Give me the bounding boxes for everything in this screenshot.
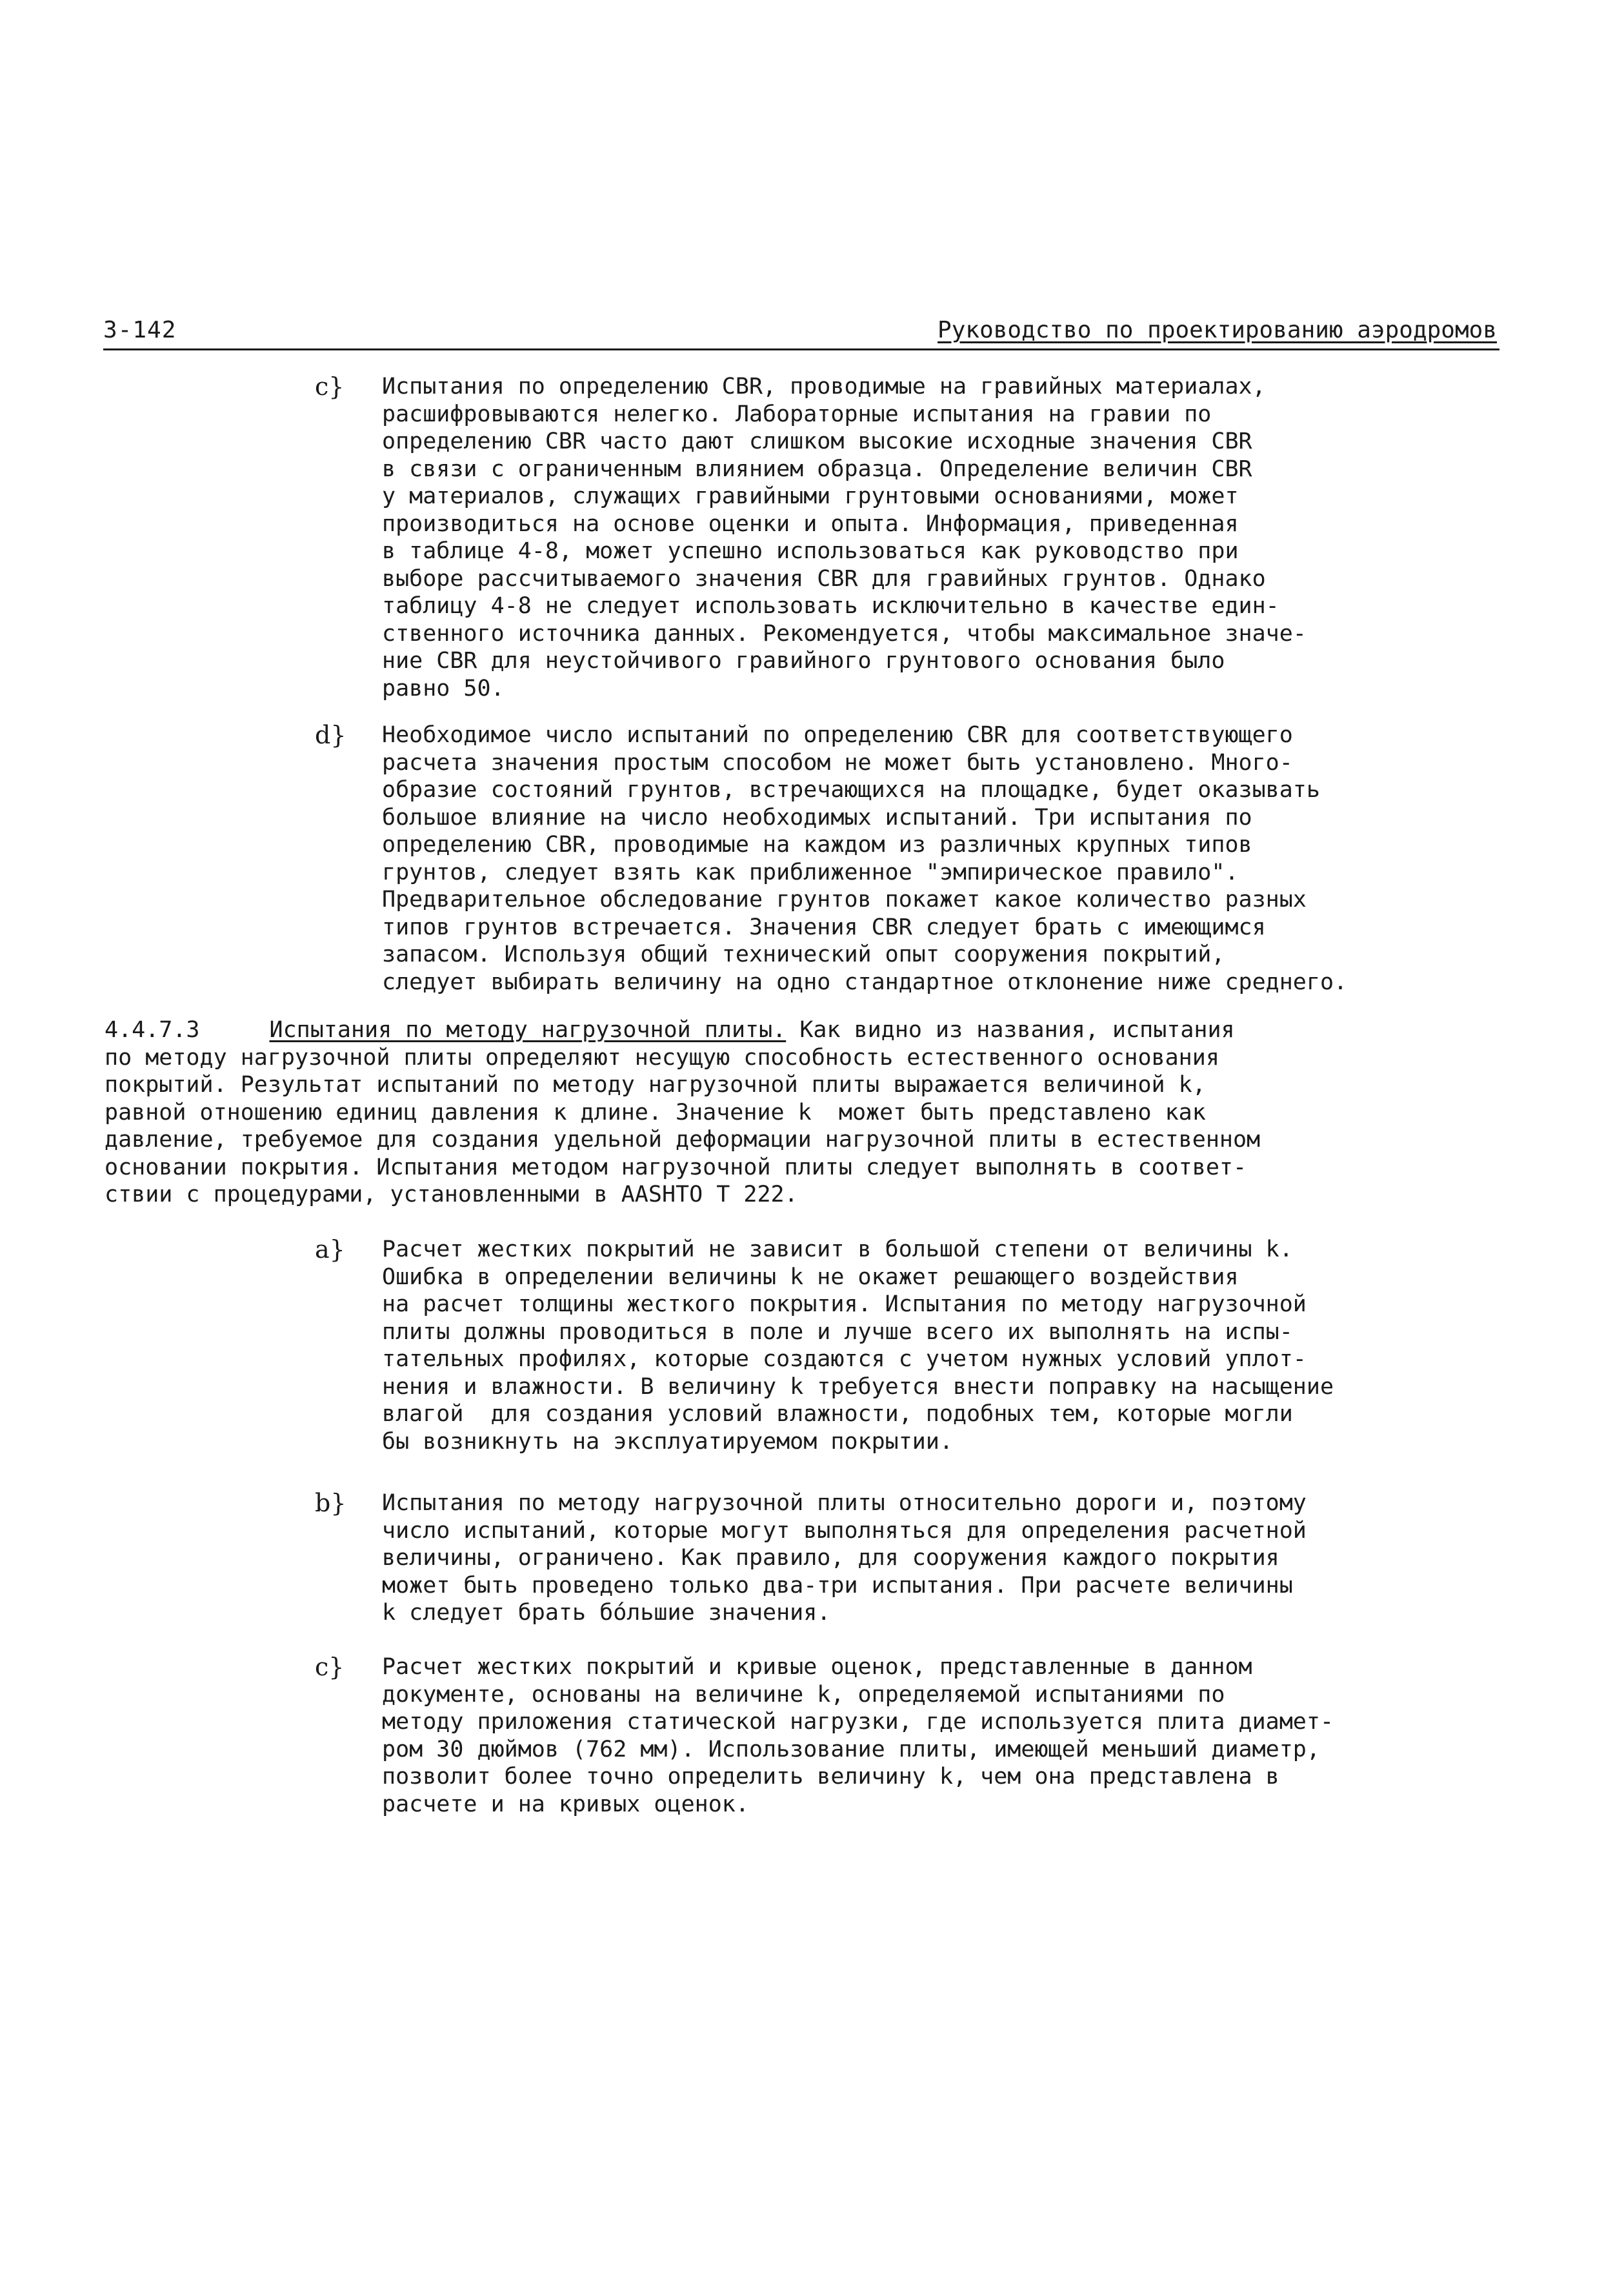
page-number: 3-142 [103, 317, 177, 343]
header-rule [103, 348, 1499, 350]
paragraph-item-d: Необходимое число испытаний по определению CBR для соответствующего расчета значения простым способом не может быть установлено. Много- образие состояний грунтов, встречающихся на площадке, будет оказывать большое влияние на число необходимых испытаний. Три испытания по определению CBR, проводимые на каждом из различных крупных типов грунтов, следует взять как приближенное "эмпирическое правило". Предварительное обследование грунтов покажет какое количество разных типов грунтов встречается. Значения CBR следует брать с имеющимся запасом. Используя общий технический опыт сооружения покрытий, следует выбирать величину на одно стандартное отклонение ниже среднего. [382, 722, 1348, 995]
section-body: по методу нагрузочной плиты определяют несущую способность естественного основания покрытий. Результат испытаний по методу нагрузочной плиты выражается величиной k, равной отношению единиц давления к длине. Значение k может быть представлено как давление, требуемое для создания удельной деформации нагрузочной плиты в естественном основании покрытия. Испытания методом нагрузочной плиты следует выполнять в соответ- ствии с процедурами, установленными в AASHTO T 222. [105, 1044, 1261, 1207]
item-marker-c-top: c} [315, 372, 345, 401]
page-header [103, 318, 1497, 343]
item-marker-c-bottom: c} [315, 1653, 345, 1681]
paragraph-item-c-bottom: Расчет жестких покрытий и кривые оценок, представленные в данном документе, основаны на величине k, определяемой испытаниями по методу приложения статической нагрузки, где используется плита диамет- ром 30 дюймов (762 мм). Использование плиты, имеющей меньший диаметр, позволит более точно определить величину k, чем она представлена в расчете и на кривых оценок. [382, 1654, 1334, 1817]
item-marker-b: b} [315, 1489, 346, 1517]
item-marker-d: d} [315, 721, 346, 749]
item-marker-a: a} [315, 1235, 345, 1264]
paragraph-item-b: Испытания по методу нагрузочной плиты относительно дороги и, поэтому число испытаний, которые могут выполняться для определения расчетной величины, ограничено. Как правило, для сооружения каждого покрытия может быть проведено только два-три испытания. При расчете величины k следует брать бóльшие значения. [382, 1490, 1307, 1626]
section-first-line: Как видно из названия, испытания [786, 1017, 1235, 1043]
section-4-4-7-3 [105, 1016, 1511, 1209]
paragraph-item-a: Расчет жестких покрытий не зависит в большой степени от величины k. Ошибка в определении величины k не окажет решающего воздействия на расчет толщины жесткого покрытия. Испытания по методу нагрузочной плиты должны проводиться в поле и лучше всего их выполнять на испы- тательных профилях, которые создаются с учетом нужных условий уплот- нения и влажности. В величину k требуется внести поправку на насыщение влагой для создания условий влажности, подобных тем, которые могли бы возникнуть на эксплуатируемом покрытии. [382, 1236, 1334, 1455]
paragraph-item-c-top: Испытания по определению CBR, проводимые на гравийных материалах, расшифровываются нелегко. Лабораторные испытания на гравии по определению CBR часто дают слишком высокие исходные значения CBR в связи с ограниченным влиянием образца. Определение величин CBR у материалов, служащих гравийными грунтовыми основаниями, может производиться на основе оценки и опыта. Информация, приведенная в таблице 4-8, может успешно использоваться как руководство при выборе рассчитываемого значения CBR для гравийных грунтов. Однако таблицу 4-8 не следует использовать исключительно в качестве един- ственного источника данных. Рекомендуется, чтобы максимальное значе- ние CBR для неустойчивого гравийного грунтового основания было равно 50. [382, 374, 1307, 701]
document-title: Руководство по проектированию аэродромов [937, 317, 1497, 343]
section-title: Испытания по методу нагрузочной плиты. [269, 1017, 787, 1043]
section-number: 4.4.7.3 [105, 1017, 200, 1043]
